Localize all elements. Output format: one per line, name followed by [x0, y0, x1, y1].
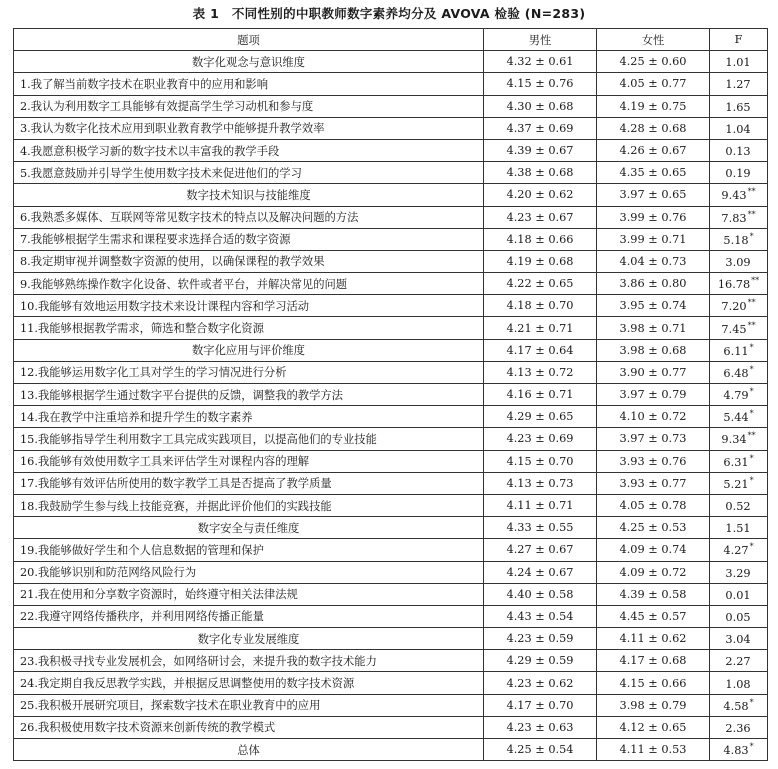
f-cell	[710, 517, 768, 539]
female-value: 4.15 ± 0.66	[597, 672, 710, 694]
significance-marker: **	[747, 320, 756, 330]
item-label: 16.我能够有效使用数字工具来评估学生对课程内容的理解	[14, 450, 484, 472]
table-row	[14, 650, 768, 672]
section-label: 数字技术知识与技能维度	[14, 184, 484, 206]
table-row	[14, 317, 768, 339]
f-value: 0.19	[725, 167, 751, 181]
f-cell	[710, 450, 768, 472]
female-value: 3.97 ± 0.79	[597, 384, 710, 406]
f-cell	[710, 539, 768, 561]
table-row	[14, 694, 768, 716]
male-value: 4.18 ± 0.66	[484, 228, 597, 250]
section-label: 数字安全与责任维度	[14, 517, 484, 539]
female-value: 3.99 ± 0.71	[597, 228, 710, 250]
item-label: 15.我能够指导学生利用数字工具完成实践项目，以提高他们的专业技能	[14, 428, 484, 450]
table-row	[14, 295, 768, 317]
male-value: 4.23 ± 0.63	[484, 716, 597, 738]
female-value: 3.98 ± 0.68	[597, 339, 710, 361]
male-value: 4.17 ± 0.70	[484, 694, 597, 716]
table-row	[14, 273, 768, 295]
table-row	[14, 450, 768, 472]
item-label: 23.我积极寻找专业发展机会，如网络研讨会，来提升我的数字技术能力	[14, 650, 484, 672]
male-value: 4.13 ± 0.73	[484, 472, 597, 494]
f-cell	[710, 561, 768, 583]
f-value: 6.11	[723, 344, 749, 358]
f-cell	[710, 95, 768, 117]
significance-marker: *	[749, 453, 754, 463]
item-label: 17.我能够有效评估所使用的数字教学工具是否提高了教学质量	[14, 472, 484, 494]
f-value: 0.13	[725, 145, 751, 159]
f-cell	[710, 139, 768, 161]
table-row	[14, 73, 768, 95]
f-cell	[710, 384, 768, 406]
significance-marker: *	[749, 475, 754, 485]
significance-marker: **	[747, 431, 756, 441]
significance-marker: **	[747, 209, 756, 219]
female-value: 4.11 ± 0.62	[597, 628, 710, 650]
female-value: 4.25 ± 0.53	[597, 517, 710, 539]
table-row	[14, 539, 768, 561]
table-row	[14, 406, 768, 428]
f-value: 9.43	[721, 189, 747, 203]
f-cell	[710, 583, 768, 605]
section-row	[14, 51, 768, 73]
male-value: 4.30 ± 0.68	[484, 95, 597, 117]
female-value: 4.25 ± 0.60	[597, 51, 710, 73]
f-cell	[710, 628, 768, 650]
f-cell	[710, 672, 768, 694]
header-male: 男性	[484, 29, 597, 51]
f-value: 7.20	[721, 300, 747, 314]
item-label: 1.我了解当前数字技术在职业教育中的应用和影响	[14, 73, 484, 95]
male-value: 4.15 ± 0.76	[484, 73, 597, 95]
f-cell	[710, 739, 768, 761]
f-value: 4.79	[723, 389, 749, 403]
female-value: 3.93 ± 0.77	[597, 472, 710, 494]
f-value: 3.29	[725, 566, 751, 580]
significance-marker: *	[749, 342, 754, 352]
f-value: 9.34	[721, 433, 747, 447]
f-cell	[710, 716, 768, 738]
f-value: 1.27	[725, 78, 751, 92]
item-label: 10.我能够有效地运用数字技术来设计课程内容和学习活动	[14, 295, 484, 317]
data-table	[13, 28, 768, 761]
item-label: 25.我积极开展研究项目，探索数字技术在职业教育中的应用	[14, 694, 484, 716]
female-value: 4.28 ± 0.68	[597, 117, 710, 139]
section-label: 数字化应用与评价维度	[14, 339, 484, 361]
table-row	[14, 583, 768, 605]
male-value: 4.40 ± 0.58	[484, 583, 597, 605]
item-label: 8.我定期审视并调整数字资源的使用，以确保课程的教学效果	[14, 250, 484, 272]
table-row	[14, 428, 768, 450]
item-label: 26.我积极使用数字技术资源来创新传统的教学模式	[14, 716, 484, 738]
f-cell	[710, 694, 768, 716]
male-value: 4.43 ± 0.54	[484, 605, 597, 627]
section-row	[14, 339, 768, 361]
male-value: 4.27 ± 0.67	[484, 539, 597, 561]
item-label: 9.我能够熟练操作数字化设备、软件或者平台，并解决常见的问题	[14, 273, 484, 295]
section-row	[14, 184, 768, 206]
section-row	[14, 628, 768, 650]
male-value: 4.33 ± 0.55	[484, 517, 597, 539]
table-row	[14, 384, 768, 406]
item-label: 7.我能够根据学生需求和课程要求选择合适的数字资源	[14, 228, 484, 250]
item-label: 22.我遵守网络传播秩序，并利用网络传播正能量	[14, 605, 484, 627]
male-value: 4.20 ± 0.62	[484, 184, 597, 206]
item-label: 4.我愿意积极学习新的数字技术以丰富我的教学手段	[14, 139, 484, 161]
male-value: 4.32 ± 0.61	[484, 51, 597, 73]
significance-marker: *	[749, 231, 754, 241]
f-value: 3.04	[725, 633, 751, 647]
female-value: 4.05 ± 0.78	[597, 494, 710, 516]
table-row	[14, 250, 768, 272]
table-row	[14, 716, 768, 738]
male-value: 4.23 ± 0.69	[484, 428, 597, 450]
f-value: 5.18	[723, 233, 749, 247]
header-f: F	[710, 29, 768, 51]
f-cell	[710, 51, 768, 73]
f-value: 2.27	[725, 655, 751, 669]
female-value: 3.98 ± 0.79	[597, 694, 710, 716]
male-value: 4.18 ± 0.70	[484, 295, 597, 317]
significance-marker: *	[749, 364, 754, 374]
female-value: 4.12 ± 0.65	[597, 716, 710, 738]
table-row	[14, 117, 768, 139]
f-value: 16.78	[717, 278, 751, 292]
f-cell	[710, 605, 768, 627]
f-cell	[710, 472, 768, 494]
table-row	[14, 206, 768, 228]
f-cell	[710, 295, 768, 317]
item-label: 6.我熟悉多媒体、互联网等常见数字技术的特点以及解决问题的方法	[14, 206, 484, 228]
f-cell	[710, 339, 768, 361]
f-cell	[710, 206, 768, 228]
f-value: 4.83	[723, 744, 749, 758]
f-cell	[710, 428, 768, 450]
significance-marker: *	[749, 542, 754, 552]
item-label: 21.我在使用和分享数字资源时，始终遵守相关法律法规	[14, 583, 484, 605]
female-value: 3.97 ± 0.73	[597, 428, 710, 450]
female-value: 3.86 ± 0.80	[597, 273, 710, 295]
male-value: 4.23 ± 0.59	[484, 628, 597, 650]
significance-marker: *	[749, 742, 754, 752]
table-row	[14, 672, 768, 694]
female-value: 4.39 ± 0.58	[597, 583, 710, 605]
table-title: 表 1 不同性别的中职教师数字素养均分及 AVOVA 检验 (N=283)	[192, 6, 586, 21]
header-female: 女性	[597, 29, 710, 51]
f-cell	[710, 117, 768, 139]
male-value: 4.29 ± 0.59	[484, 650, 597, 672]
table-row	[14, 139, 768, 161]
f-cell	[710, 406, 768, 428]
f-cell	[710, 650, 768, 672]
f-cell	[710, 250, 768, 272]
male-value: 4.11 ± 0.71	[484, 494, 597, 516]
male-value: 4.16 ± 0.71	[484, 384, 597, 406]
female-value: 3.90 ± 0.77	[597, 361, 710, 383]
f-value: 4.27	[723, 544, 749, 558]
female-value: 3.99 ± 0.76	[597, 206, 710, 228]
item-label: 19.我能够做好学生和个人信息数据的管理和保护	[14, 539, 484, 561]
female-value: 4.04 ± 0.73	[597, 250, 710, 272]
female-value: 4.26 ± 0.67	[597, 139, 710, 161]
male-value: 4.24 ± 0.67	[484, 561, 597, 583]
f-cell	[710, 73, 768, 95]
f-cell	[710, 494, 768, 516]
male-value: 4.23 ± 0.62	[484, 672, 597, 694]
section-row	[14, 739, 768, 761]
section-label: 数字化专业发展维度	[14, 628, 484, 650]
female-value: 4.09 ± 0.74	[597, 539, 710, 561]
male-value: 4.38 ± 0.68	[484, 162, 597, 184]
table-row	[14, 162, 768, 184]
f-value: 2.36	[725, 721, 751, 735]
male-value: 4.21 ± 0.71	[484, 317, 597, 339]
male-value: 4.29 ± 0.65	[484, 406, 597, 428]
section-label: 数字化观念与意识维度	[14, 51, 484, 73]
male-value: 4.19 ± 0.68	[484, 250, 597, 272]
female-value: 4.19 ± 0.75	[597, 95, 710, 117]
f-value: 1.08	[725, 677, 751, 691]
male-value: 4.25 ± 0.54	[484, 739, 597, 761]
table-row	[14, 494, 768, 516]
female-value: 4.05 ± 0.77	[597, 73, 710, 95]
f-cell	[710, 361, 768, 383]
significance-marker: *	[749, 409, 754, 419]
f-cell	[710, 184, 768, 206]
female-value: 3.95 ± 0.74	[597, 295, 710, 317]
significance-marker: *	[749, 697, 754, 707]
item-label: 3.我认为数字化技术应用到职业教育教学中能够提升教学效率	[14, 117, 484, 139]
f-value: 0.52	[725, 500, 751, 514]
table-row	[14, 228, 768, 250]
male-value: 4.13 ± 0.72	[484, 361, 597, 383]
section-label: 总体	[14, 739, 484, 761]
item-label: 5.我愿意鼓励并引导学生使用数字技术来促进他们的学习	[14, 162, 484, 184]
table-row	[14, 561, 768, 583]
section-row	[14, 517, 768, 539]
female-value: 3.93 ± 0.76	[597, 450, 710, 472]
f-value: 0.01	[725, 588, 751, 602]
f-value: 7.45	[721, 322, 747, 336]
f-value: 4.58	[723, 699, 749, 713]
table-row	[14, 605, 768, 627]
f-value: 1.65	[725, 100, 751, 114]
header-item: 题项	[14, 29, 484, 51]
item-label: 12.我能够运用数字化工具对学生的学习情况进行分析	[14, 361, 484, 383]
table-row	[14, 95, 768, 117]
significance-marker: **	[747, 187, 756, 197]
female-value: 4.35 ± 0.65	[597, 162, 710, 184]
item-label: 18.我鼓励学生参与线上技能竞赛，并据此评价他们的实践技能	[14, 494, 484, 516]
f-cell	[710, 317, 768, 339]
f-cell	[710, 228, 768, 250]
significance-marker: *	[749, 387, 754, 397]
table-body	[14, 51, 768, 761]
female-value: 4.45 ± 0.57	[597, 605, 710, 627]
male-value: 4.23 ± 0.67	[484, 206, 597, 228]
male-value: 4.17 ± 0.64	[484, 339, 597, 361]
female-value: 3.97 ± 0.65	[597, 184, 710, 206]
male-value: 4.22 ± 0.65	[484, 273, 597, 295]
f-value: 6.31	[723, 455, 749, 469]
female-value: 4.11 ± 0.53	[597, 739, 710, 761]
male-value: 4.37 ± 0.69	[484, 117, 597, 139]
item-label: 20.我能够识别和防范网络风险行为	[14, 561, 484, 583]
f-cell	[710, 162, 768, 184]
f-value: 3.09	[725, 255, 751, 269]
f-value: 5.44	[723, 411, 749, 425]
f-value: 1.04	[725, 122, 751, 136]
f-value: 1.51	[725, 522, 751, 536]
f-value: 6.48	[723, 366, 749, 380]
significance-marker: **	[751, 276, 760, 286]
significance-marker: **	[747, 298, 756, 308]
item-label: 24.我定期自我反思教学实践，并根据反思调整使用的数字技术资源	[14, 672, 484, 694]
table-row	[14, 361, 768, 383]
female-value: 3.98 ± 0.71	[597, 317, 710, 339]
female-value: 4.09 ± 0.72	[597, 561, 710, 583]
item-label: 13.我能够根据学生通过数字平台提供的反馈，调整我的教学方法	[14, 384, 484, 406]
male-value: 4.15 ± 0.70	[484, 450, 597, 472]
female-value: 4.10 ± 0.72	[597, 406, 710, 428]
item-label: 14.我在教学中注重培养和提升学生的数字素养	[14, 406, 484, 428]
item-label: 2.我认为利用数字工具能够有效提高学生学习动机和参与度	[14, 95, 484, 117]
f-value: 0.05	[725, 610, 751, 624]
female-value: 4.17 ± 0.68	[597, 650, 710, 672]
table-row	[14, 472, 768, 494]
f-value: 7.83	[721, 211, 747, 225]
f-value: 5.21	[723, 477, 749, 491]
f-value: 1.01	[725, 56, 751, 70]
item-label: 11.我能够根据教学需求，筛选和整合数字化资源	[14, 317, 484, 339]
f-cell	[710, 273, 768, 295]
male-value: 4.39 ± 0.67	[484, 139, 597, 161]
header-row	[14, 29, 768, 51]
